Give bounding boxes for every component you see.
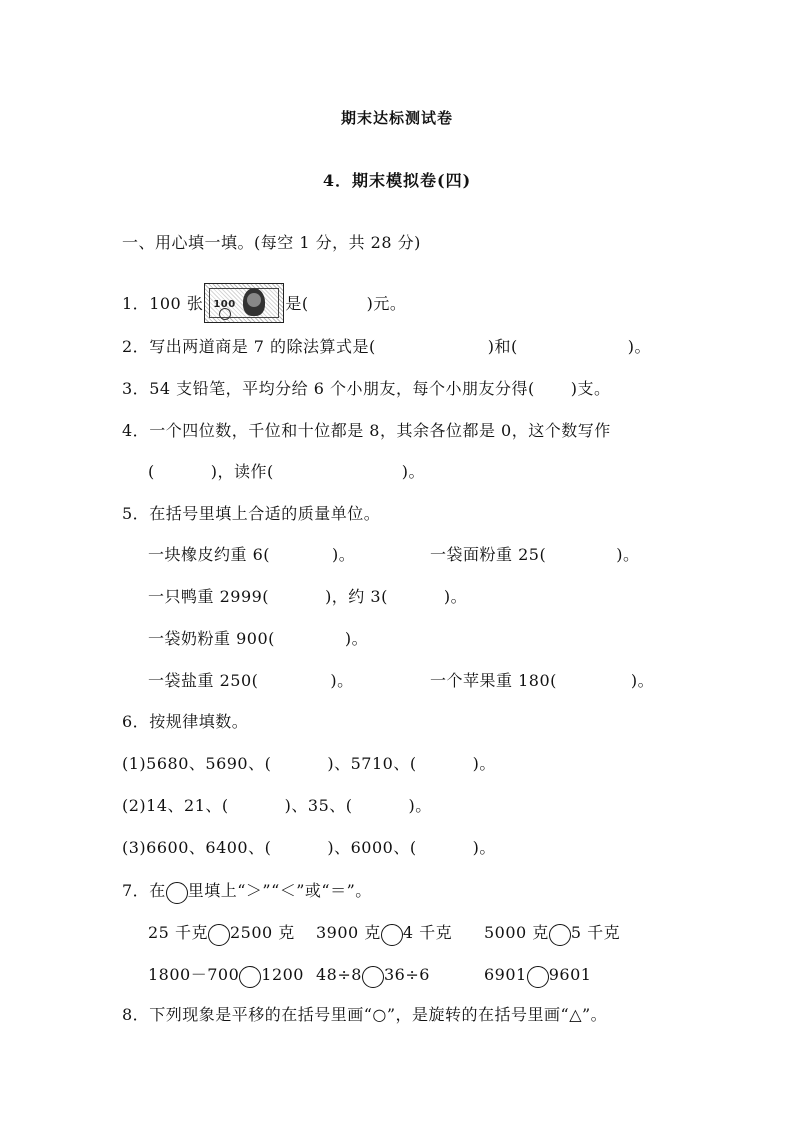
- exam-title: 期末达标测试卷: [340, 109, 453, 127]
- banknote-100-image: 100: [204, 283, 284, 323]
- answer-circle[interactable]: [239, 966, 261, 988]
- question-6-sub1: (1)5680、5690、( )、5710、( )。: [122, 754, 496, 773]
- question-2: 2．写出两道商是 7 的除法算式是( )和( )。: [122, 337, 652, 356]
- comparison-circle-icon: [166, 882, 188, 904]
- exam-subtitle: 4．期末模拟卷(四): [322, 171, 472, 190]
- question-7-row1-c: 5000 克 5 千克: [484, 922, 620, 946]
- question-4: 4．一个四位数，千位和十位都是 8，其余各位都是 0，这个数写作: [122, 421, 611, 440]
- question-7: 7．在 里填上“＞”“＜”或“＝”。: [122, 880, 372, 904]
- question-7-row2-a: 1800－700 1200: [148, 964, 304, 988]
- answer-circle[interactable]: [381, 924, 403, 946]
- question-1: 1．100 张 100 是( )元。: [122, 283, 406, 323]
- question-5-row4-right: 一个苹果重 180( )。: [430, 671, 655, 690]
- question-6-sub2: (2)14、21、( )、35、( )。: [122, 796, 432, 815]
- question-7-row2-c: 6901 9601: [484, 964, 591, 988]
- question-7-row1-a: 25 千克 2500 克: [148, 922, 295, 946]
- answer-circle[interactable]: [527, 966, 549, 988]
- question-7-row2-b: 48÷8 36÷6: [316, 964, 430, 988]
- question-5-row4-left: 一袋盐重 250( )。: [148, 671, 354, 690]
- question-8: 8．下列现象是平移的在括号里画“○”，是旋转的在括号里画“△”。: [122, 1005, 608, 1024]
- question-5-row2: 一只鸭重 2999( )，约 3( )。: [148, 587, 468, 606]
- question-5-row1-right: 一袋面粉重 25( )。: [430, 545, 640, 564]
- answer-circle[interactable]: [549, 924, 571, 946]
- answer-circle[interactable]: [208, 924, 230, 946]
- question-6-sub3: (3)6600、6400、( )、6000、( )。: [122, 838, 496, 857]
- section-heading: 一、用心填一填。(每空 1 分，共 28 分): [122, 233, 421, 252]
- question-3: 3．54 支铅笔，平均分给 6 个小朋友，每个小朋友分得( )支。: [122, 379, 611, 398]
- question-4-line2: ( )，读作( )。: [148, 462, 425, 481]
- question-5: 5．在括号里填上合适的质量单位。: [122, 504, 381, 523]
- question-7-row1-b: 3900 克 4 千克: [316, 922, 452, 946]
- question-5-row1-left: 一块橡皮约重 6( )。: [148, 545, 356, 564]
- answer-circle[interactable]: [362, 966, 384, 988]
- question-6: 6．按规律填数。: [122, 712, 249, 731]
- question-5-row3: 一袋奶粉重 900( )。: [148, 629, 369, 648]
